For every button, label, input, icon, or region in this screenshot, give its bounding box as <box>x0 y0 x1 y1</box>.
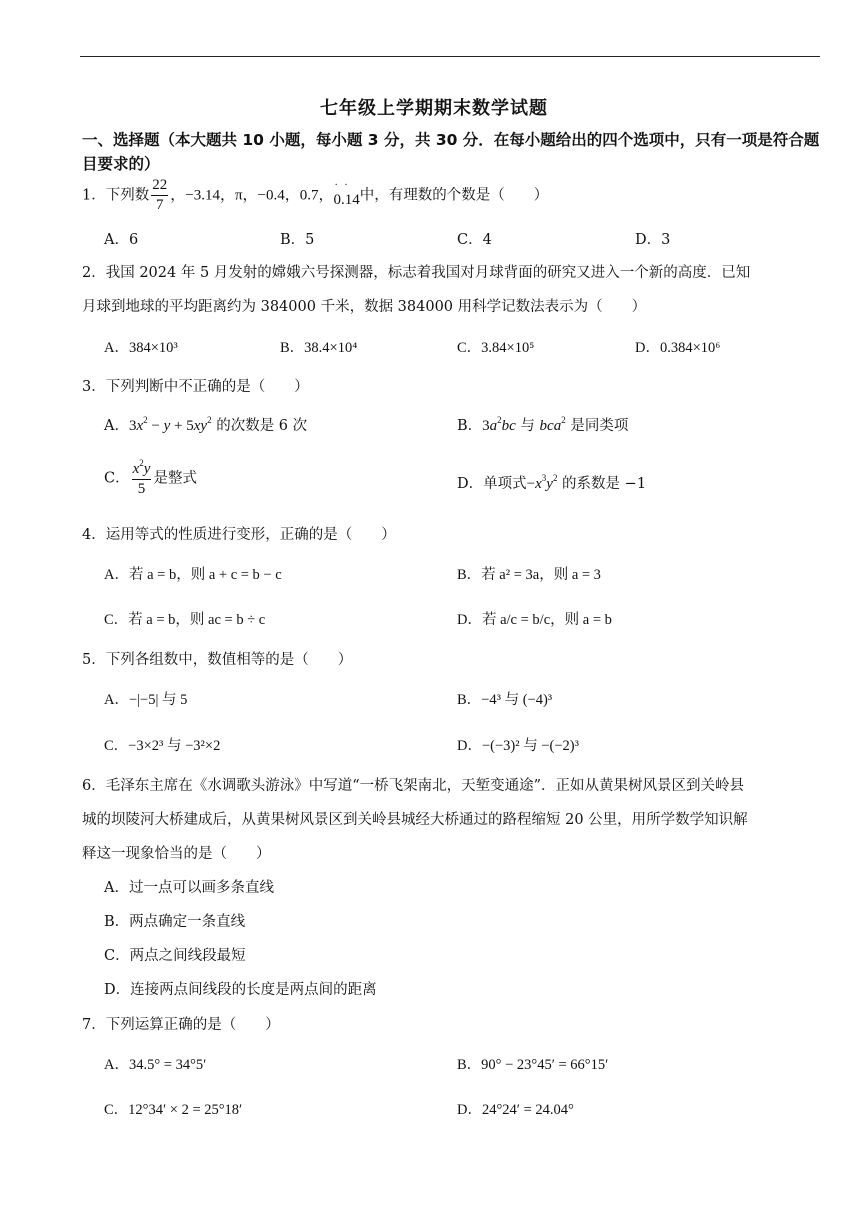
q1-frac-den: 7 <box>155 197 164 213</box>
q3-a-text: 的次数是 6 次 <box>211 418 308 434</box>
q5-stem: 5．下列各组数中，数值相等的是（ ） <box>82 652 353 668</box>
q6-line-1: 6．毛泽东主席在《水调歌头游泳》中写道“一桥飞架南北，天堑变通途”．正如从黄果树风景区到关岭县 <box>82 778 745 794</box>
q4-option-d: D．若 a/c = b/c，则 a = b <box>457 612 612 628</box>
q3-b-mid: 与 <box>515 418 540 434</box>
q2-line-2: 月球到地球的平均距离约为 384000 千米，数据 384000 用科学记数法表示为（ ） <box>82 299 647 315</box>
q3-option-c <box>104 460 197 497</box>
q7-option-b: B．90° − 23°45′ = 66°15′ <box>457 1057 609 1073</box>
header-rule <box>80 56 820 57</box>
q3-c-text: 是整式 <box>153 470 197 487</box>
q3-d-expression: $-x^3y^2$ <box>526 473 558 492</box>
q2-option-d: D．0.384×10⁶ <box>635 340 721 356</box>
q1-option-a: A．6 <box>104 232 139 248</box>
q3-a-expression: $3x^2 - y + 5xy^2$ <box>128 415 212 434</box>
q1-option-d: D．3 <box>635 232 671 248</box>
q4-option-b: B．若 a² = 3a，则 a = 3 <box>457 567 601 583</box>
section-heading: 一、选择题（本大题共 10 小题，每小题 3 分，共 30 分．在每小题给出的四个选项中，只有一项是符合题目要求的） <box>82 131 820 173</box>
q3-c-label: C． <box>104 470 130 487</box>
q4-stem: 4．运用等式的性质进行变形，正确的是（ ） <box>82 527 396 543</box>
q3-d-text: 的系数是 −1 <box>557 476 647 492</box>
q1-option-c: C．4 <box>457 232 492 248</box>
q4-option-a: A．若 a = b，则 a + c = b − c <box>104 567 282 583</box>
q3-stem: 3．下列判断中不正确的是（ ） <box>82 379 309 395</box>
q1-number-list: ，−3.14，π，−0.4，0.7， <box>170 187 334 204</box>
q1-option-b: B．5 <box>280 232 315 248</box>
q3-d-label: D． <box>457 476 484 492</box>
q1-suffix: 中，有理数的个数是（ ） <box>359 187 549 204</box>
q1-fraction <box>151 178 168 213</box>
q2-line-1: 2．我国 2024 年 5 月发射的嫦娥六号探测器，标志着我国对月球背面的研究又进入一个新的高度．已知 <box>82 265 751 281</box>
q6-option-c: C．两点之间线段最短 <box>104 948 246 964</box>
q3-b-text: 是同类项 <box>565 418 629 434</box>
q7-stem: 7．下列运算正确的是（ ） <box>82 1017 280 1033</box>
q3-a-label: A． <box>104 418 129 434</box>
q3-option-d <box>457 472 646 493</box>
q7-option-d: D．24°24′ = 24.04° <box>457 1102 574 1118</box>
page-title: 七年级上学期期末数学试题 <box>320 98 548 119</box>
q6-option-b: B．两点确定一条直线 <box>104 914 246 930</box>
q2-option-a: A．384×10³ <box>104 340 178 356</box>
q2-option-b: B．38.4×10⁴ <box>280 340 358 356</box>
q5-option-c: C．−3×2³ 与 −3²×2 <box>104 738 221 754</box>
q3-option-b <box>457 414 628 435</box>
q6-line-3: 释这一现象恰当的是（ ） <box>82 846 271 862</box>
q3-b-expr-2: bca$^2$ <box>539 415 566 434</box>
q7-option-a: A．34.5° = 34°5′ <box>104 1057 207 1073</box>
q3-d-pre: 单项式 <box>483 476 527 492</box>
q3-b-expr-1: $3a^2bc$ <box>482 415 516 434</box>
q1-repeating-decimal: · · 0.14 <box>333 192 359 209</box>
q6-option-a: A．过一点可以画多条直线 <box>104 880 274 896</box>
q7-option-c: C．12°34′ × 2 = 25°18′ <box>104 1102 243 1118</box>
q4-option-c: C．若 a = b，则 ac = b ÷ c <box>104 612 266 628</box>
q3-option-a <box>104 414 307 435</box>
q3-c-fraction: $\frac{x^2y}{5}$ <box>132 458 151 497</box>
q5-option-b: B．−4³ 与 (−4)³ <box>457 692 553 708</box>
q6-line-2: 城的坝陵河大桥建成后，从黄果树风景区到关岭县城经大桥通过的路程缩短 20 公里，用所学数学知识解 <box>82 812 748 828</box>
q1-prefix: 1．下列数 <box>82 187 150 204</box>
q5-option-d: D．−(−3)² 与 −(−2)³ <box>457 738 579 754</box>
q3-b-label: B． <box>457 418 483 434</box>
question-1-stem <box>82 178 548 213</box>
q5-option-a: A．−|−5| 与 5 <box>104 692 188 708</box>
q1-frac-num: 22 <box>151 178 168 196</box>
q2-option-c: C．3.84×10⁵ <box>457 340 535 356</box>
q6-option-d: D．连接两点间线段的长度是两点间的距离 <box>104 982 377 998</box>
